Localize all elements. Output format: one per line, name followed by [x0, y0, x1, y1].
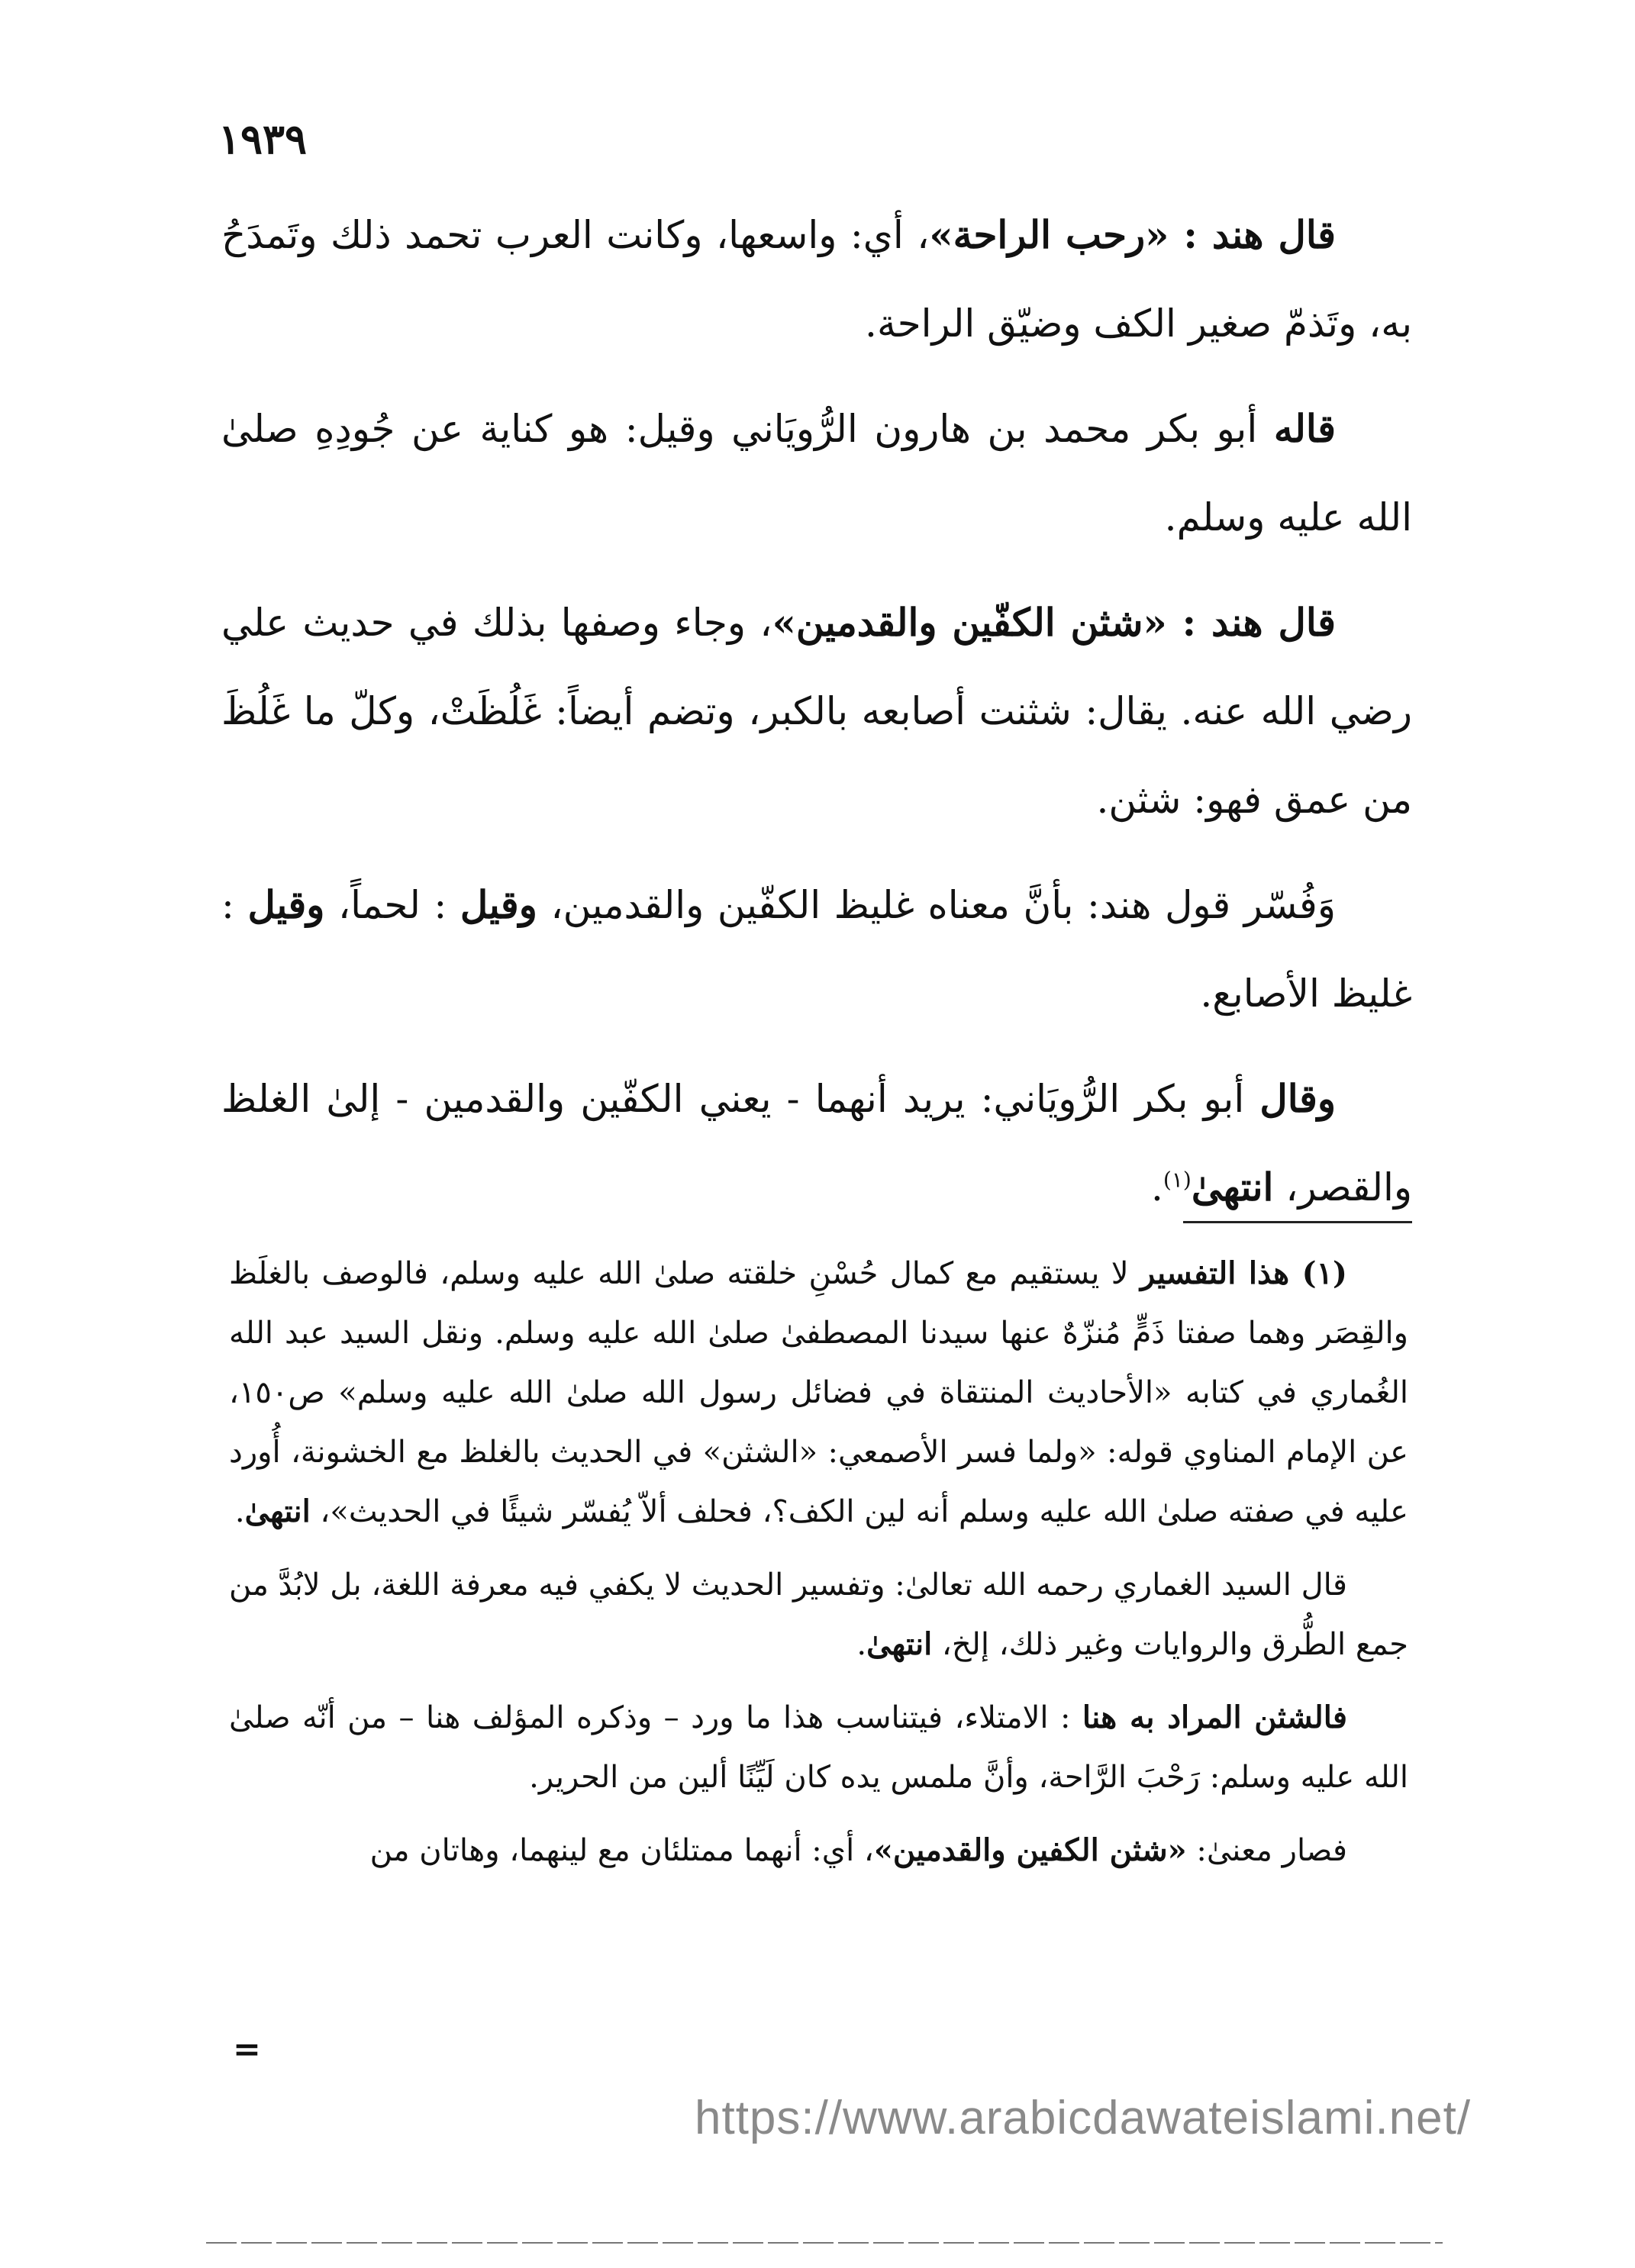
paragraph-keyword: انتهىٰ: [1191, 1165, 1274, 1210]
paragraph-shathn: [221, 578, 1412, 844]
paragraph-keyword: وقيل: [460, 882, 537, 927]
footnote-keyword: انتهىٰ: [244, 1493, 311, 1529]
footnote-lead: فالشثن المراد به هنا: [1082, 1699, 1347, 1735]
footnote-text: قال السيد الغماري رحمه الله تعالىٰ: وتفسير الحديث لا يكفي فيه معرفة اللغة، بل لابُدَّ من جمع الطُّرق والروايات وغير ذلك، إلخ،: [229, 1567, 1408, 1662]
footnotes: [229, 1244, 1408, 1894]
footnote-text: فصار معنىٰ:: [1186, 1833, 1347, 1868]
paragraph-text: وَفُسّر قول هند: بأنَّ معناه غليظ الكفّين والقدمين،: [537, 883, 1336, 927]
footnote-reference[interactable]: (١): [1163, 1167, 1192, 1193]
paragraph-text: : لحماً،: [324, 883, 460, 927]
paragraph-lead: قال هند : «رحب الراحة»: [929, 212, 1336, 257]
paragraph-text: : غليظ الأصابع.: [221, 883, 1412, 1016]
footnote-text: لا يستقيم مع كمال حُسْنِ خلقته صلىٰ الله عليه وسلم، فالوصف بالغلَظ والقِصَر وهما صفتا ذَمٍّ مُنزّهٌ عنها سيدنا المصطفىٰ صلىٰ الله عليه وسلم. ونقل السيد عبد الله الغُماري في كتابه «الأحاديث المنتقاة في فضائل رسول الله صلىٰ الله عليه وسلم» ص١٥٠، عن الإمام المناوي قوله: «ولما فسر الأصمعي: «الشثن» في الحديث بالغلظ مع الخشونة، أُورد عليه في صفته صلىٰ الله عليه وسلم أنه لين الكف؟، فحلف ألاّ يُفسّر شيئًا في الحديث»،: [229, 1256, 1408, 1529]
footnote-keyword: انتهىٰ: [866, 1626, 933, 1662]
paragraph-keyword: وقيل: [247, 882, 325, 927]
paragraph-rahb-al-raha: [221, 191, 1412, 368]
paragraph-tafsir: [221, 861, 1412, 1038]
footnote-keyword: «شثن الكفين والقدمين»: [873, 1832, 1187, 1868]
footnote-shathn-meaning: [229, 1688, 1408, 1807]
paragraph-text: ، أي: واسعها، وكانت العرب تحمد ذلك وتَمدَحُ به، وتَذمّ صغير الكف وضيّق الراحة.: [221, 213, 1412, 346]
paragraph-text: أبو بكر الرُّويَاني: يريد أنهما - يعني الكفّين والقدمين - إلىٰ الغلظ والقصر،: [221, 1077, 1412, 1210]
paragraph-text: .: [1151, 1165, 1163, 1210]
paragraph-ruyani-quote: [221, 385, 1412, 562]
paragraph-text: أبو بكر محمد بن هارون الرُّويَاني وقيل: هو كناية عن جُودِهِ صلىٰ الله عليه وسلم.: [221, 407, 1412, 540]
paragraph-lead: وقال: [1259, 1076, 1336, 1121]
page-number: ١٩٣٩: [218, 114, 308, 163]
footnote-text: : الامتلاء، فيتناسب هذا ما ورد – وذكره المؤلف هنا – من أنّه صلىٰ الله عليه وسلم: رَحْبَ الرَّاحة، وأنَّ ملمس يده كان لَيِّنًا ألين من الحرير.: [229, 1700, 1408, 1795]
footnote-conclusion: [229, 1821, 1408, 1880]
footnote-ghumari: [229, 1555, 1408, 1674]
footnote-separator: [1183, 1221, 1412, 1223]
paragraph-ruyani-meaning: [221, 1055, 1412, 1232]
continuation-mark: =: [233, 2030, 261, 2069]
main-text: [221, 191, 1412, 1248]
footnote-lead: (١) هذا التفسير: [1140, 1255, 1347, 1291]
footnote-1: [229, 1244, 1408, 1542]
watermark-url: https://www.arabicdawateislami.net/: [695, 2092, 1472, 2144]
paragraph-lead: قاله: [1273, 406, 1336, 451]
footnote-text: .: [234, 1494, 245, 1529]
paragraph-lead: قال هند : «شثن الكفّين والقدمين»: [772, 600, 1337, 645]
footnote-text: .: [856, 1627, 867, 1662]
paragraph-text: ، وجاء وصفها بذلك في حديث علي رضي الله عنه. يقال: شثنت أصابعه بالكبر، وتضم أيضاً: غَلُظَتْ، وكلّ ما غَلُظَ من عمق فهو: شثن.: [221, 601, 1412, 822]
footnote-text: ، أي: أنهما ممتلئان مع لينهما، وهاتان من: [369, 1833, 874, 1868]
bottom-border-line: [206, 2242, 1443, 2244]
